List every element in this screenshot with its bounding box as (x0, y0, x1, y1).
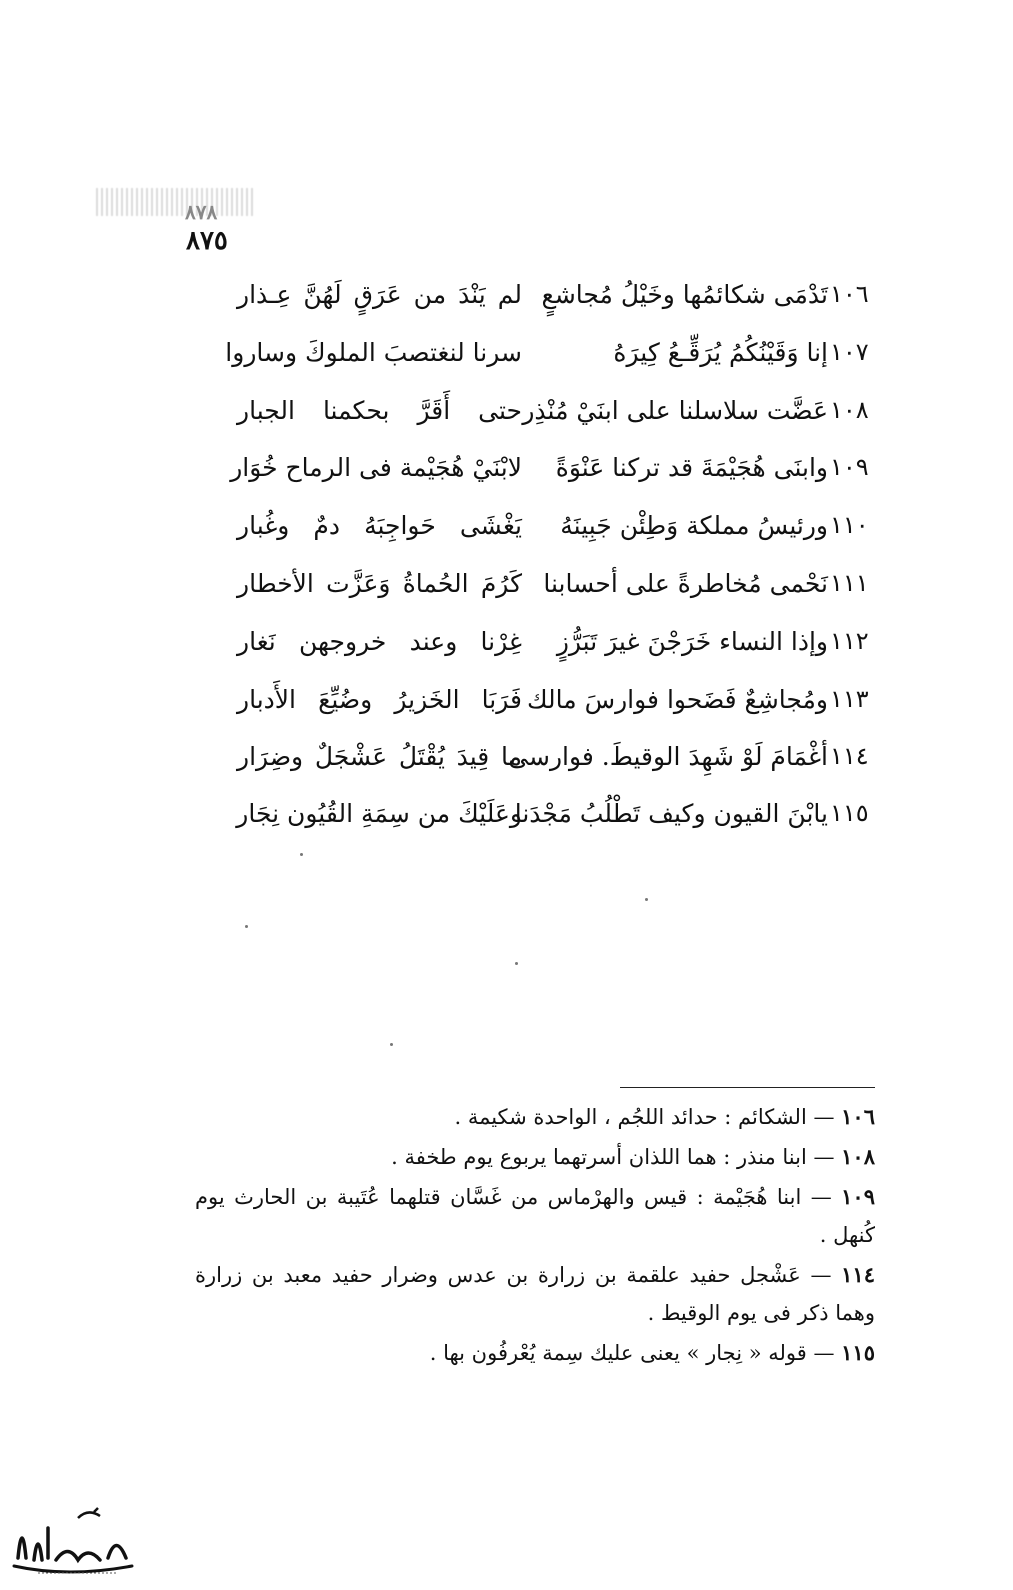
verse-row (0, 270, 1013, 320)
footnote-number: ١٠٦ (841, 1104, 875, 1129)
scan-speck (645, 898, 648, 901)
page-number: ٨٧٥ (186, 226, 228, 256)
verse-row (0, 617, 1013, 667)
verse-number: ١٠٧ (830, 338, 869, 366)
verse-number: ١١٤ (830, 742, 869, 770)
footnote-text: — قوله « نِجار » يعنى عليك سِمة يُعْرفُون بها . (429, 1341, 835, 1365)
footnote-text: — الشكائم : حدائد اللجُم ، الواحدة شكيمة . (454, 1105, 835, 1129)
verse-first-hemistich: وابنَى هُجَيْمَةَ قد تركنا عَنْوَةً (555, 453, 828, 482)
verse-second-hemistich: لابْنَيْ هُجَيْمة فى الرماح خُوَار (230, 453, 522, 482)
footnote (195, 1178, 875, 1254)
verse-row (0, 559, 1013, 609)
footnote-number: ١١٤ (841, 1262, 875, 1287)
verse-row (0, 789, 1013, 839)
verse-number: ١٠٩ (830, 453, 869, 481)
verse-row (0, 732, 1013, 782)
scan-speck (300, 853, 303, 856)
calligraphy-mark (8, 1488, 138, 1580)
scan-speck (245, 925, 248, 928)
verse-second-hemistich: يَغْشَى حَواجِبَهُ دمٌ وغُبار (237, 511, 522, 540)
footnote (195, 1334, 875, 1372)
verse-row (0, 675, 1013, 725)
verse-first-hemistich: يابْنَ القيون وكيف تَطْلُبُ مَجْدَنا (514, 799, 828, 828)
verse-second-hemistich: كَرُمَ الحُماةُ وَعَزَّت الأخطار (237, 569, 522, 598)
verse-second-hemistich: ما قِيدَ يُقْتَلُ عَشْجَلٌ وضِرَار (237, 742, 522, 771)
footnote-text: — ابنا هُجَيْمة : قيس والهرْماس من غَسَّان قتلهما عُتَيبة بن الحارث يوم كُنهل . (195, 1185, 875, 1247)
verse-first-hemistich: تَدْمَى شكائمُها وخَيْلُ مُجاشعٍ (541, 280, 828, 309)
verse-first-hemistich: ورئيسُ مملكة وَطِئْن جَبِينَهُ (560, 511, 828, 540)
verse-first-hemistich: أغْمَامَ لَوْ شَهِدَ الوقيطَ. فوارسى (508, 742, 828, 771)
verse-second-hemistich: وعَلَيْكَ من سِمَةِ القُيُون نِجَار (236, 799, 522, 828)
verse-first-hemistich: نَحْمى مُخاطرةً على أحسابنا (543, 569, 828, 598)
faint-page-number: ٨٧٨ (185, 200, 218, 224)
scan-speck (390, 1043, 393, 1046)
footnote-number: ١١٥ (841, 1340, 875, 1365)
verse-second-hemistich: غِرْنا وعند خروجهن نَغار (237, 627, 522, 656)
verse-first-hemistich: ومُجاشِعٌ فَضَحوا فوارسَ مالك (526, 685, 828, 714)
footnote-separator (620, 1087, 875, 1088)
verse-number: ١٠٦ (830, 280, 869, 308)
footnote-number: ١٠٩ (841, 1184, 875, 1209)
footnote (195, 1138, 875, 1176)
verse-row (0, 328, 1013, 378)
verse-row (0, 386, 1013, 436)
verse-number: ١١٠ (830, 511, 869, 539)
footnote (195, 1256, 875, 1332)
verse-first-hemistich: إنا وَقَيْنُكُمُ يُرَقِّـعُ كِيرَهُ (613, 338, 828, 367)
footnote (195, 1098, 875, 1136)
verse-second-hemistich: لم يَنْدَ من عَرَقٍ لَهُنَّ عِـذار (237, 280, 522, 309)
verse-second-hemistich: فَرَبَا الخَزيرُ وضُيِّعَ الأَدبار (237, 685, 522, 714)
footnote-text: — ابنا منذر : هما اللذان أسرتهما يربوع يوم طخفة . (391, 1145, 835, 1169)
calligraphy-logo (8, 1488, 138, 1580)
verse-row (0, 501, 1013, 551)
footnote-text: — عَشْجل حفيد علقمة بن زرارة بن عدس وضرار حفيد معبد بن زرارة وهما ذكر فى يوم الوقيط . (195, 1263, 875, 1325)
verse-number: ١٠٨ (830, 396, 869, 424)
verse-number: ١١١ (830, 569, 869, 597)
verse-first-hemistich: وإذا النساء خَرَجْنَ غيرَ تَبَرُّزٍ (556, 627, 828, 656)
verse-first-hemistich: عَضَّت سلاسلنا على ابنَيْ مُنْذِر (522, 396, 828, 425)
verse-second-hemistich: حتى أَقَرَّ بحكمنا الجبار (237, 396, 522, 425)
verse-second-hemistich: سرنا لنغتصبَ الملوكَ وساروا (225, 338, 522, 367)
verse-number: ١١٣ (830, 685, 869, 713)
verse-row (0, 443, 1013, 493)
scan-speck (515, 962, 518, 965)
footnote-number: ١٠٨ (841, 1144, 875, 1169)
verse-number: ١١٥ (830, 799, 869, 827)
footnotes (195, 1098, 875, 1374)
verse-number: ١١٢ (830, 627, 869, 655)
